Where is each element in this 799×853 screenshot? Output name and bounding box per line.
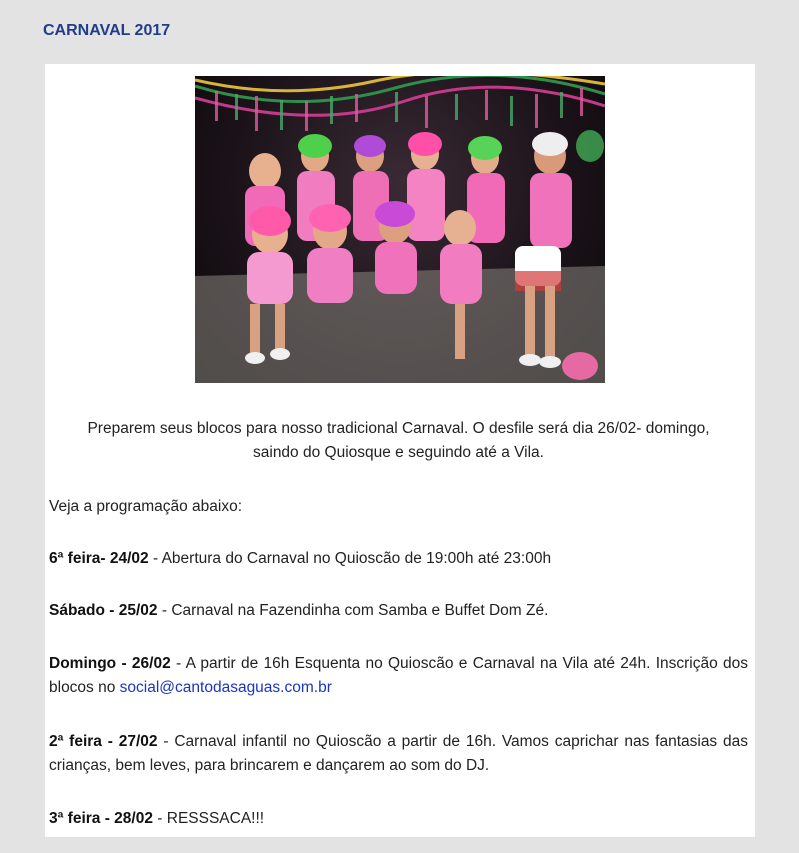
event-separator: -: [152, 810, 167, 827]
event-day: Sábado - 25/02: [49, 602, 158, 619]
event-description: Abertura do Carnaval no Quioscão de 19:00h até 23:00h: [161, 550, 552, 567]
intro-line-2: saindo do Quiosque e seguindo até a Vila.: [253, 444, 544, 461]
intro-line-1: Preparem seus blocos para nosso tradicional Carnaval. O desfile será dia 26/02- domingo,: [87, 420, 710, 437]
content-panel: [45, 64, 755, 837]
event-item: [49, 547, 748, 571]
event-day: Domingo - 26/02: [49, 655, 171, 672]
event-item: [49, 599, 748, 623]
email-link[interactable]: social@cantodasaguas.com.br: [119, 679, 332, 696]
event-item: [49, 807, 748, 831]
carnival-group-photo: [195, 76, 605, 383]
event-day: 6ª feira- 24/02: [49, 550, 149, 567]
event-description: A partir de 16h Esquenta no Quioscão e Carnaval na Vila até 24h. Inscrição dos blocos no: [49, 655, 749, 696]
event-description: RESSSACA!!!: [166, 810, 265, 827]
event-item: [49, 652, 748, 700]
event-item: [49, 730, 748, 778]
event-separator: -: [157, 733, 175, 750]
intro-paragraph: [49, 417, 748, 465]
event-separator: -: [148, 550, 162, 567]
schedule-heading: Veja a programação abaixo:: [49, 498, 243, 515]
event-description: Carnaval infantil no Quioscão a partir de 16h. Vamos caprichar nas fantasias das crianças, bem leves, para brincarem e dançarem ao som do DJ.: [49, 733, 748, 774]
page-title: CARNAVAL 2017: [43, 22, 171, 39]
photo-illustration: [195, 76, 605, 383]
event-description: Carnaval na Fazendinha com Samba e Buffet Dom Zé.: [171, 602, 549, 619]
event-day: 2ª feira - 27/02: [49, 733, 158, 750]
event-separator: -: [157, 602, 172, 619]
event-separator: -: [170, 655, 186, 672]
event-day: 3ª feira - 28/02: [49, 810, 153, 827]
